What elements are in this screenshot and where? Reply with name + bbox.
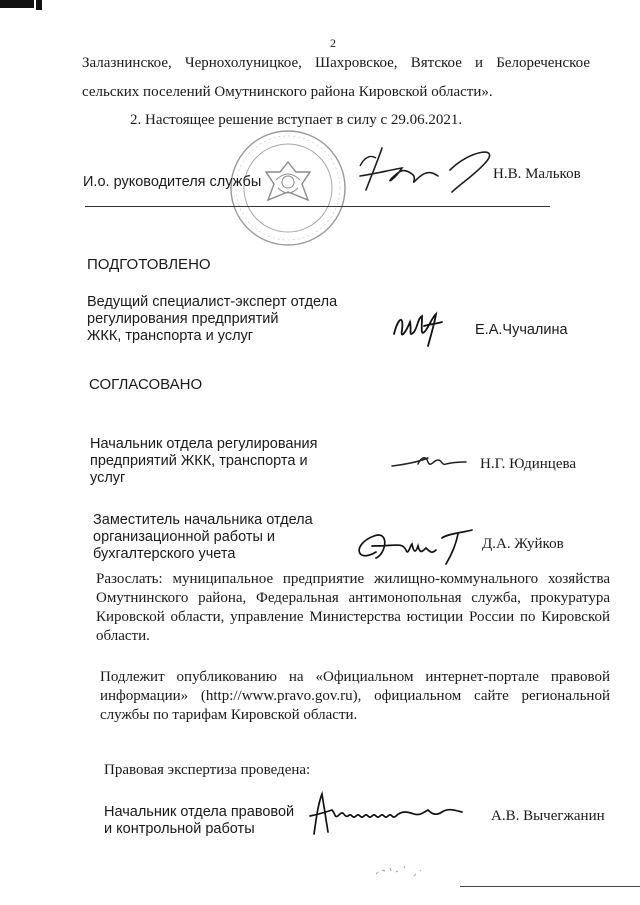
agreed-heading: СОГЛАСОВАНО [89,376,203,393]
agreed-signer2-signature [346,524,476,568]
head-signature [300,140,500,210]
body-word: Белореченское [496,55,590,71]
body-word: Залазнинское, [82,55,172,71]
publication-line: Подлежит опубликованию на «Официальном интернет-портале правовой [100,669,610,685]
distribution-line: области. [96,628,150,644]
scan-specks [370,856,430,886]
role-line: предприятий ЖКК, транспорта и [90,453,308,469]
publication-line: информации» (http://www.pravo.gov.ru), официальном сайте региональной [100,688,610,704]
body-word: Вятское [410,55,462,71]
publication-block [100,668,610,725]
bottom-line [460,886,640,887]
role-line: Ведущий специалист-эксперт отдела [87,294,338,310]
prepared-name: Е.А.Чучалина [475,322,568,338]
role-line: услуг [90,470,126,486]
agreed-signer1-role [90,436,317,487]
legal-review-signature [296,790,476,840]
agreed-signer2-role [93,512,313,563]
agreed-signer2-name: Д.А. Жуйков [482,536,564,552]
body-word: Шахровское, [315,55,398,71]
publication-line: службы по тарифам Кировской области. [100,707,358,723]
role-line: организационной работы и [93,529,276,545]
agreed-signer1-name: Н.Г. Юдинцева [480,456,577,472]
body-line-1 [82,55,590,72]
prepared-signature [388,304,448,348]
distribution-block [96,570,610,646]
role-line: ЖКК, транспорта и услуг [87,328,254,344]
page-number: 2 [330,36,336,50]
scan-corner-mark [36,0,42,10]
legal-review-name: А.В. Вычегжанин [491,808,605,824]
head-name: Н.В. Мальков [493,166,581,182]
body-word: Чернохолуницкое, [184,55,302,71]
legal-review-role [104,804,294,838]
legal-review-note: Правовая экспертиза проведена: [104,762,311,778]
role-line: Начальник отдела правовой [104,804,295,820]
role-line: Начальник отдела регулирования [90,436,318,452]
distribution-line: Кировской области, управление Министерства юстиции России по Кировской [96,609,610,625]
body-line-2: сельских поселений Омутнинского района Кировской области». [82,84,493,100]
body-word: и [475,55,484,71]
role-line: и контрольной работы [104,821,255,837]
scan-corner-mark [0,0,34,8]
agreed-signer1-signature [388,450,468,474]
distribution-line: Разослать: муниципальное предприятие жилищно-коммунального хозяйства [96,571,610,587]
prepared-heading: ПОДГОТОВЛЕНО [87,256,211,273]
head-role: И.о. руководителя службы [83,174,262,190]
divider-line [85,206,550,207]
distribution-line: Омутнинского района, Федеральная антимонопольная служба, прокуратура [96,590,610,606]
role-line: бухгалтерского учета [93,546,236,562]
role-line: Заместитель начальника отдела [93,512,313,528]
role-line: регулирования предприятий [87,311,279,327]
body-line-3: 2. Настоящее решение вступает в силу с 29.06.2021. [130,112,463,128]
prepared-role [87,294,337,345]
